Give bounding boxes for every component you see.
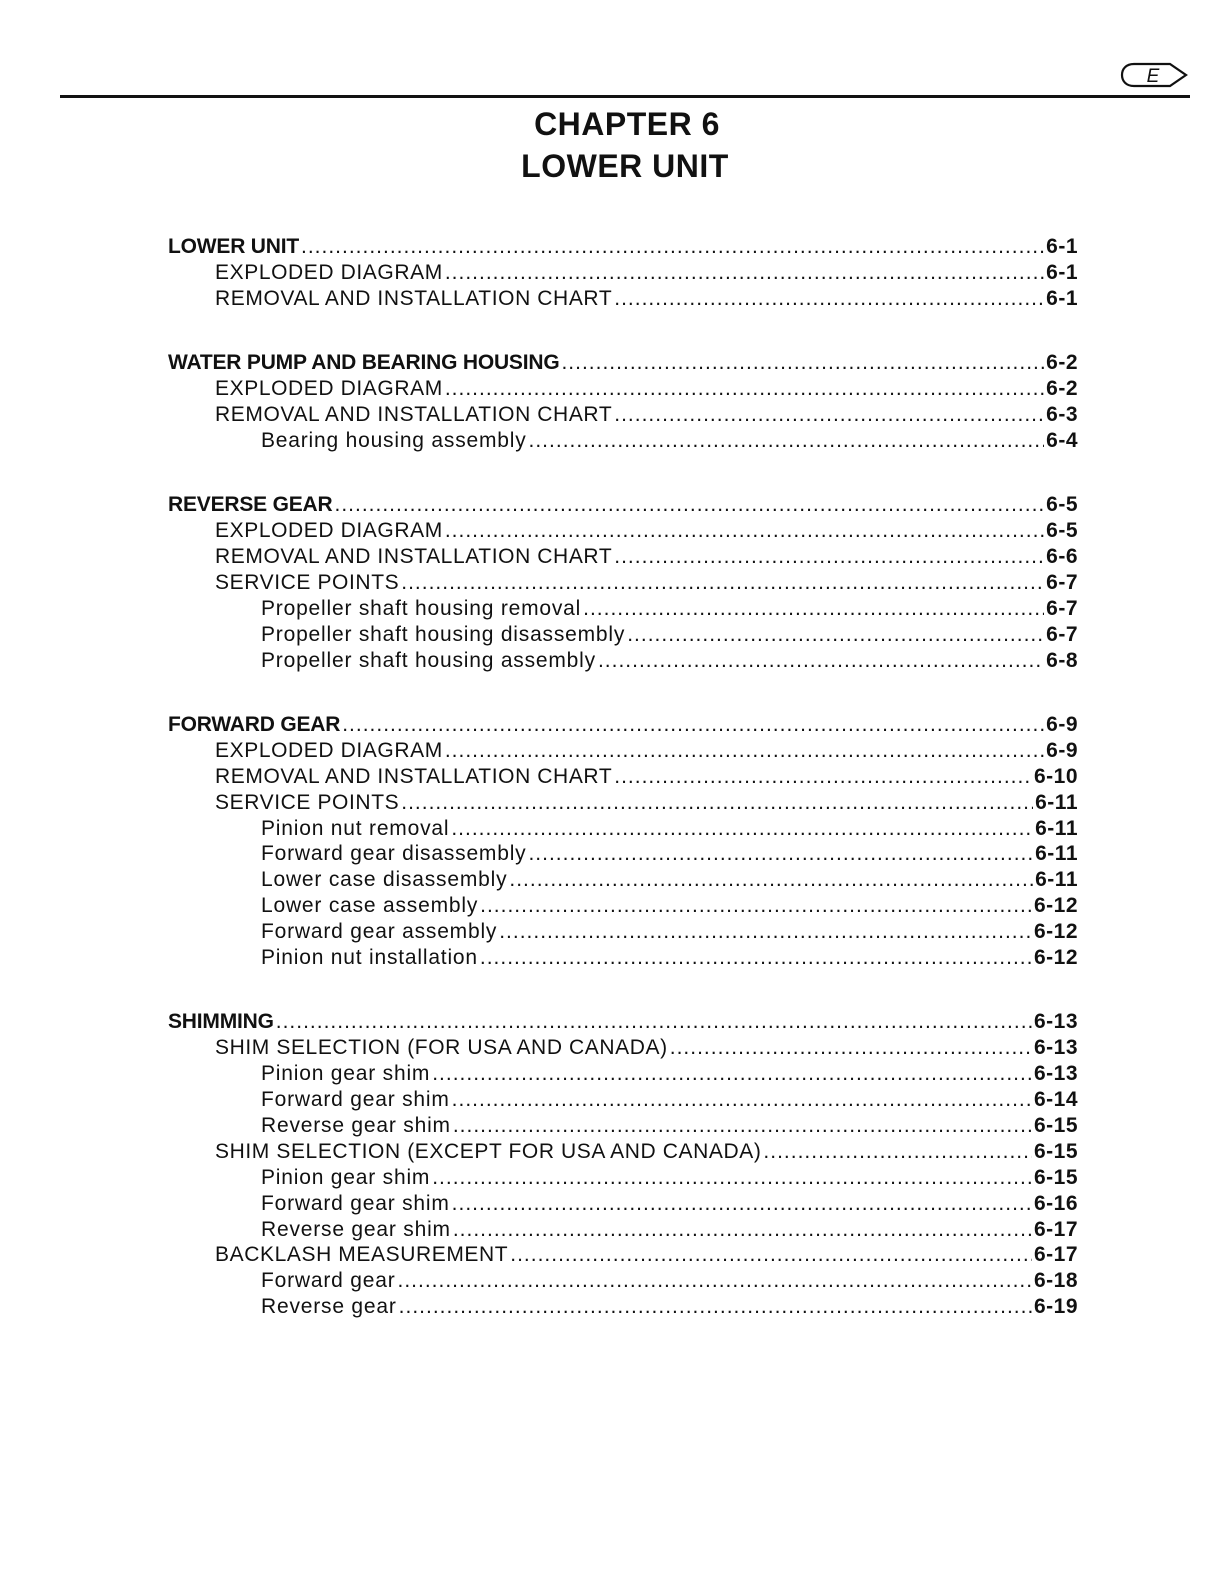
toc-entry-label: EXPLODED DIAGRAM <box>215 519 443 543</box>
toc-section <box>168 492 1078 673</box>
chapter-title: LOWER UNIT <box>521 148 729 184</box>
toc-entry-label: SHIM SELECTION (EXCEPT FOR USA AND CANADA) <box>215 1139 762 1163</box>
toc-entry-page: 6-6 <box>1046 545 1078 569</box>
toc-entry[interactable] <box>168 570 1078 596</box>
toc-dot-leader <box>509 867 1033 893</box>
toc-entry-label: Lower case disassembly <box>261 868 508 892</box>
toc-dot-leader <box>614 544 1044 570</box>
toc-entry[interactable] <box>168 1217 1078 1243</box>
toc-entry[interactable] <box>168 790 1078 816</box>
toc-entry[interactable] <box>168 1165 1078 1191</box>
toc-entry-label: SHIMMING <box>168 1010 274 1034</box>
toc-entry-page: 6-13 <box>1033 1062 1078 1086</box>
toc-dot-leader <box>529 428 1045 454</box>
toc-entry-label: SERVICE POINTS <box>215 790 400 814</box>
toc-entry-page: 6-11 <box>1035 868 1078 892</box>
toc-entry[interactable] <box>168 286 1078 312</box>
table-of-contents <box>168 234 1078 1359</box>
toc-entry[interactable] <box>168 596 1078 622</box>
toc-dot-leader <box>510 1242 1032 1268</box>
toc-entry[interactable] <box>168 492 1078 518</box>
toc-entry[interactable] <box>168 1087 1078 1113</box>
toc-entry[interactable] <box>168 376 1078 402</box>
toc-entry[interactable] <box>168 1294 1078 1320</box>
chapter-number: CHAPTER 6 <box>534 106 720 142</box>
toc-dot-leader <box>451 816 1033 842</box>
toc-entry-page: 6-7 <box>1046 570 1078 594</box>
toc-entry-label: BACKLASH MEASUREMENT <box>215 1243 509 1267</box>
toc-entry[interactable] <box>168 945 1078 971</box>
toc-section <box>168 350 1078 454</box>
toc-dot-leader <box>342 712 1044 738</box>
toc-dot-leader <box>445 376 1044 402</box>
toc-entry[interactable] <box>168 648 1078 674</box>
toc-dot-leader <box>445 518 1044 544</box>
toc-entry[interactable] <box>168 234 1078 260</box>
toc-dot-leader <box>499 919 1032 945</box>
toc-entry-page: 6-17 <box>1033 1243 1078 1267</box>
toc-entry[interactable] <box>168 350 1078 376</box>
toc-dot-leader <box>301 234 1044 260</box>
toc-entry-label: EXPLODED DIAGRAM <box>215 377 443 401</box>
toc-entry[interactable] <box>168 1191 1078 1217</box>
toc-entry[interactable] <box>168 1061 1078 1087</box>
toc-dot-leader <box>334 492 1044 518</box>
toc-dot-leader <box>397 1268 1031 1294</box>
toc-dot-leader <box>452 1191 1032 1217</box>
toc-entry-label: Forward gear <box>261 1269 396 1293</box>
toc-entry-label: Propeller shaft housing disassembly <box>261 622 626 646</box>
toc-dot-leader <box>432 1165 1032 1191</box>
toc-entry-label: Bearing housing assembly <box>261 428 527 452</box>
toc-entry-label: EXPLODED DIAGRAM <box>215 260 443 284</box>
toc-dot-leader <box>670 1035 1032 1061</box>
toc-dot-leader <box>614 286 1044 312</box>
toc-entry-page: 6-1 <box>1046 235 1078 258</box>
toc-entry-page: 6-9 <box>1046 712 1078 736</box>
toc-entry-label: LOWER UNIT <box>168 235 299 258</box>
toc-entry-page: 6-17 <box>1033 1217 1078 1241</box>
toc-entry[interactable] <box>168 867 1078 893</box>
toc-dot-leader <box>598 648 1044 674</box>
toc-entry-page: 6-7 <box>1046 622 1078 646</box>
header-rule <box>60 95 1190 98</box>
toc-dot-leader <box>445 738 1044 764</box>
toc-entry-page: 6-18 <box>1033 1269 1078 1293</box>
toc-entry[interactable] <box>168 1113 1078 1139</box>
toc-entry[interactable] <box>168 764 1078 790</box>
toc-entry[interactable] <box>168 816 1078 842</box>
toc-entry[interactable] <box>168 1268 1078 1294</box>
toc-entry-page: 6-12 <box>1033 894 1078 918</box>
toc-entry[interactable] <box>168 712 1078 738</box>
toc-dot-leader <box>401 790 1033 816</box>
toc-dot-leader <box>432 1061 1032 1087</box>
toc-dot-leader <box>480 893 1032 919</box>
toc-entry-label: SHIM SELECTION (FOR USA AND CANADA) <box>215 1036 668 1060</box>
toc-entry[interactable] <box>168 1242 1078 1268</box>
toc-dot-leader <box>276 1009 1032 1035</box>
toc-entry-label: REMOVAL AND INSTALLATION CHART <box>215 545 613 569</box>
toc-entry[interactable] <box>168 919 1078 945</box>
toc-entry-label: WATER PUMP AND BEARING HOUSING <box>168 351 560 375</box>
toc-entry-page: 6-12 <box>1033 945 1078 969</box>
toc-entry-page: 6-15 <box>1033 1113 1078 1137</box>
toc-entry-page: 6-19 <box>1033 1295 1078 1319</box>
toc-entry-page: 6-5 <box>1046 493 1078 517</box>
toc-entry-label: REMOVAL AND INSTALLATION CHART <box>215 286 613 310</box>
toc-entry-label: Forward gear shim <box>261 1088 450 1112</box>
toc-entry[interactable] <box>168 260 1078 286</box>
toc-entry-label: Forward gear assembly <box>261 920 498 944</box>
toc-entry[interactable] <box>168 841 1078 867</box>
toc-entry-label: Reverse gear shim <box>261 1217 451 1241</box>
toc-entry-page: 6-15 <box>1033 1139 1078 1163</box>
toc-entry-label: FORWARD GEAR <box>168 712 341 736</box>
toc-entry-page: 6-2 <box>1046 351 1078 375</box>
toc-dot-leader <box>480 945 1032 971</box>
toc-dot-leader <box>399 1294 1032 1320</box>
toc-entry-label: Forward gear shim <box>261 1191 450 1215</box>
toc-entry-page: 6-11 <box>1035 842 1078 866</box>
toc-entry-label: Reverse gear <box>261 1295 397 1319</box>
toc-entry-label: Pinion nut removal <box>261 816 450 840</box>
toc-dot-leader <box>627 622 1044 648</box>
toc-dot-leader <box>763 1139 1032 1165</box>
toc-entry-page: 6-7 <box>1046 596 1078 620</box>
toc-entry[interactable] <box>168 893 1078 919</box>
toc-entry-label: EXPLODED DIAGRAM <box>215 738 443 762</box>
toc-dot-leader <box>561 350 1044 376</box>
toc-entry[interactable] <box>168 402 1078 428</box>
toc-dot-leader <box>452 1087 1032 1113</box>
toc-entry-label: Pinion gear shim <box>261 1062 431 1086</box>
language-badge-icon <box>1120 62 1188 88</box>
toc-entry[interactable] <box>168 1139 1078 1165</box>
toc-entry[interactable] <box>168 544 1078 570</box>
toc-entry[interactable] <box>168 622 1078 648</box>
toc-entry-page: 6-13 <box>1033 1010 1078 1034</box>
toc-entry-page: 6-5 <box>1046 519 1078 543</box>
toc-entry-page: 6-8 <box>1046 648 1078 672</box>
toc-dot-leader <box>453 1217 1032 1243</box>
toc-entry-page: 6-11 <box>1035 790 1078 814</box>
language-badge <box>1120 62 1188 88</box>
toc-entry-label: Propeller shaft housing assembly <box>261 648 596 672</box>
toc-entry-label: Pinion nut installation <box>261 945 478 969</box>
toc-entry-page: 6-1 <box>1046 286 1078 310</box>
toc-entry-label: REVERSE GEAR <box>168 493 333 517</box>
toc-entry-page: 6-16 <box>1033 1191 1078 1215</box>
toc-entry[interactable] <box>168 1009 1078 1035</box>
toc-section <box>168 234 1078 312</box>
toc-entry-page: 6-9 <box>1046 738 1078 762</box>
toc-entry-page: 6-3 <box>1046 402 1078 426</box>
toc-entry-page: 6-11 <box>1035 816 1078 840</box>
toc-entry-page: 6-4 <box>1046 428 1078 452</box>
toc-entry-page: 6-2 <box>1046 377 1078 401</box>
toc-dot-leader <box>528 841 1033 867</box>
toc-entry-label: Lower case assembly <box>261 894 479 918</box>
toc-entry-label: Pinion gear shim <box>261 1165 431 1189</box>
toc-entry-label: Forward gear disassembly <box>261 842 527 866</box>
language-badge-letter: E <box>1146 66 1160 87</box>
toc-entry[interactable] <box>168 428 1078 454</box>
toc-entry-label: REMOVAL AND INSTALLATION CHART <box>215 402 613 426</box>
toc-entry-label: REMOVAL AND INSTALLATION CHART <box>215 764 613 788</box>
toc-entry-label: Propeller shaft housing removal <box>261 596 582 620</box>
toc-entry[interactable] <box>168 738 1078 764</box>
toc-entry-page: 6-14 <box>1033 1088 1078 1112</box>
toc-section <box>168 1009 1078 1320</box>
toc-dot-leader <box>453 1113 1032 1139</box>
toc-entry-page: 6-15 <box>1033 1165 1078 1189</box>
toc-dot-leader <box>445 260 1044 286</box>
toc-entry-label: SERVICE POINTS <box>215 570 400 594</box>
toc-entry-page: 6-10 <box>1033 764 1078 788</box>
toc-entry[interactable] <box>168 518 1078 544</box>
toc-entry-page: 6-1 <box>1046 260 1078 284</box>
toc-entry-page: 6-13 <box>1033 1036 1078 1060</box>
toc-dot-leader <box>583 596 1044 622</box>
toc-entry-page: 6-12 <box>1033 920 1078 944</box>
toc-section <box>168 712 1078 971</box>
toc-dot-leader <box>614 764 1032 790</box>
toc-entry-label: Reverse gear shim <box>261 1113 451 1137</box>
toc-dot-leader <box>401 570 1044 596</box>
toc-entry[interactable] <box>168 1035 1078 1061</box>
toc-dot-leader <box>614 402 1044 428</box>
